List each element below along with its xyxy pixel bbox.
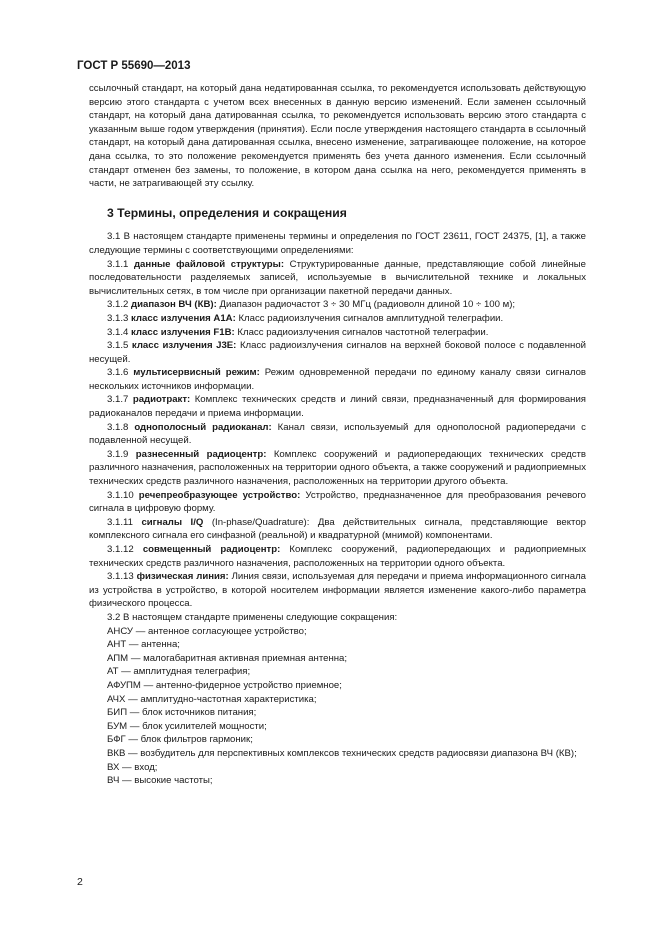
abbreviation-item: ВЧ — высокие частоты; xyxy=(107,775,213,787)
term-definition xyxy=(89,516,586,543)
term-number: 3.1.5 xyxy=(107,340,129,352)
term-text: Режим одновременной передачи по единому каналу связи сигналов нескольких источников информации. xyxy=(89,367,587,392)
term-name: класс излучения F1B: xyxy=(131,326,235,338)
term-text: Диапазон радиочастот 3 ÷ 30 МГц (радиоволн длиной 10 ÷ 100 м); xyxy=(219,299,516,311)
term-text: Комплекс технических средств и линий связи, предназначенный для формирования радиоканалов передачи и приема информации. xyxy=(89,394,587,420)
section-title: 3 Термины, определения и сокращения xyxy=(107,205,347,220)
term-text: Канал связи, используемый для однополосной радиопередачи с подавленной несущей. xyxy=(89,421,586,447)
abbreviation-item: АПМ — малогабаритная активная приемная антенна; xyxy=(107,652,348,664)
document-header: ГОСТ Р 55690—2013 xyxy=(77,60,191,72)
abbreviation-item: АНТ — антенна; xyxy=(107,639,180,651)
abbreviation-item: АЧХ — амплитудно-частотная характеристика; xyxy=(107,693,317,705)
term-definition xyxy=(89,366,586,393)
term-text: Комплекс сооружений и радиопередающих технических средств различного назначения, расположенных на территории одного объекта, а также сооружений и радиоприемных технических средств различного назначения, расположенных на территории другого объекта. xyxy=(89,448,586,488)
term-name: мультисервисный режим: xyxy=(133,367,260,379)
term-definition xyxy=(89,326,586,340)
term-name: класс излучения A1A: xyxy=(131,312,236,324)
term-number: 3.1.6 xyxy=(107,367,129,379)
term-name: данные файловой структуры: xyxy=(133,258,285,270)
term-name: радиотракт: xyxy=(132,394,191,406)
term-definition xyxy=(89,489,586,516)
term-text: Комплекс сооружений, радиопередающих и радиоприемных технических средств различного назначения, расположенных на территории одного объекта. xyxy=(89,544,586,569)
term-number: 3.1.3 xyxy=(107,312,129,324)
abbreviation-item: ВКВ — возбудитель для перспективных комплексов технических средств радиосвязи диапазона ВЧ (КВ); xyxy=(107,747,577,759)
abbreviation-item: АФУПМ — антенно-фидерное устройство приемное; xyxy=(107,679,342,691)
term-text: Класс радиоизлучения сигналов на верхней боковой полосе с подавленной несущей. xyxy=(89,340,587,365)
term-number: 3.1.7 xyxy=(107,394,129,406)
abbreviation-item: БФГ — блок фильтров гармоник; xyxy=(107,734,253,746)
term-definition xyxy=(89,393,586,420)
paragraph-3-2: 3.2 В настоящем стандарте применены следующие сокращения: xyxy=(107,611,398,623)
paragraph-3-1: 3.1 В настоящем стандарте применены термины и определения по ГОСТ 23611, ГОСТ 24375, [1], а также следующие термины с соответствующими определениями: xyxy=(89,231,586,256)
term-text: Линия связи, используемая для передачи и приема информационного сигнала из устройства в устройство, в которой носителем информации является изменение какого-либо параметра физического процесса. xyxy=(89,571,587,610)
term-text: Класс радиоизлучения сигналов частотной телеграфии. xyxy=(237,326,489,338)
term-number: 3.1.13 xyxy=(107,571,134,583)
abbreviation-item: БИП — блок источников питания; xyxy=(107,707,257,719)
term-name: сигналы I/Q xyxy=(141,516,204,528)
term-definition xyxy=(89,312,586,326)
term-name: однополосный радиоканал: xyxy=(134,421,272,433)
abbreviation-item: АТ — амплитудная телеграфия; xyxy=(107,666,251,678)
term-text: Класс радиоизлучения сигналов амплитудной телеграфии. xyxy=(238,312,504,324)
term-number: 3.1.9 xyxy=(107,448,129,460)
term-definition xyxy=(89,298,586,312)
term-definition xyxy=(89,543,586,570)
terms-list xyxy=(89,258,586,611)
page-number: 2 xyxy=(77,876,83,888)
abbreviation-item: БУМ — блок усилителей мощности; xyxy=(107,720,267,732)
term-number: 3.1.4 xyxy=(107,326,129,338)
term-name: физическая линия: xyxy=(136,571,229,583)
term-text: Устройство, предназначенное для преобразования речевого сигнала в цифровую форму. xyxy=(89,489,586,515)
term-number: 3.1.8 xyxy=(107,421,129,433)
term-definition xyxy=(89,570,586,611)
term-name: совмещенный радиоцентр: xyxy=(142,544,281,555)
term-number: 3.1.1 xyxy=(107,258,129,270)
term-number: 3.1.12 xyxy=(107,544,134,555)
term-number: 3.1.2 xyxy=(107,299,129,311)
term-definition xyxy=(89,421,586,448)
page-content xyxy=(89,82,586,788)
term-definition xyxy=(89,339,586,366)
term-name: разнесенный радиоцентр: xyxy=(135,448,267,460)
intro-paragraph: ссылочный стандарт, на который дана недатированная ссылка, то рекомендуется использовать действующую версию этого стандарта с учетом всех внесенных в данную версию изменений. Если заменен ссылочный стандарт, на который дана датированная ссылка, то рекомендуется использовать версию этого стандарта с указанным выше годом утверждения (принятия). Если после утверждения настоящего стандарта в ссылочный стандарт, на который дана датированная ссылка, внесено изменение, затрагивающее положение, на которое дана ссылка, то это положение рекомендуется применять без учета данного изменения. Если ссылочный стандарт отменен без замены, то положение, в котором дана ссылка на него, рекомендуется применять в части, не затрагивающей эту ссылку. xyxy=(89,83,586,190)
term-text: Структурированные данные, представляющие собой линейные последовательности разделяемых записей, используемые в вычислительной технике и локальных вычислительных сетях, в том числе при организации пакетной передачи данных. xyxy=(89,258,586,297)
term-number: 3.1.10 xyxy=(107,489,134,501)
term-name: класс излучения J3E: xyxy=(131,340,237,352)
term-name: речепреобразующее устройство: xyxy=(138,489,301,501)
abbreviations-list xyxy=(89,625,586,788)
term-definition xyxy=(89,448,586,489)
term-text: (In-phase/Quadrature): Два действительных сигнала, представляющие вектор комплексного сигнала его синфазной (реальной) и квадратурной (мнимой) компонентами. xyxy=(89,516,586,542)
term-name: диапазон ВЧ (КВ): xyxy=(131,299,217,311)
term-number: 3.1.11 xyxy=(107,516,133,528)
abbreviation-item: АНСУ — антенное согласующее устройство; xyxy=(107,625,307,637)
term-definition xyxy=(89,258,586,299)
abbreviation-item: ВХ — вход; xyxy=(107,761,158,773)
